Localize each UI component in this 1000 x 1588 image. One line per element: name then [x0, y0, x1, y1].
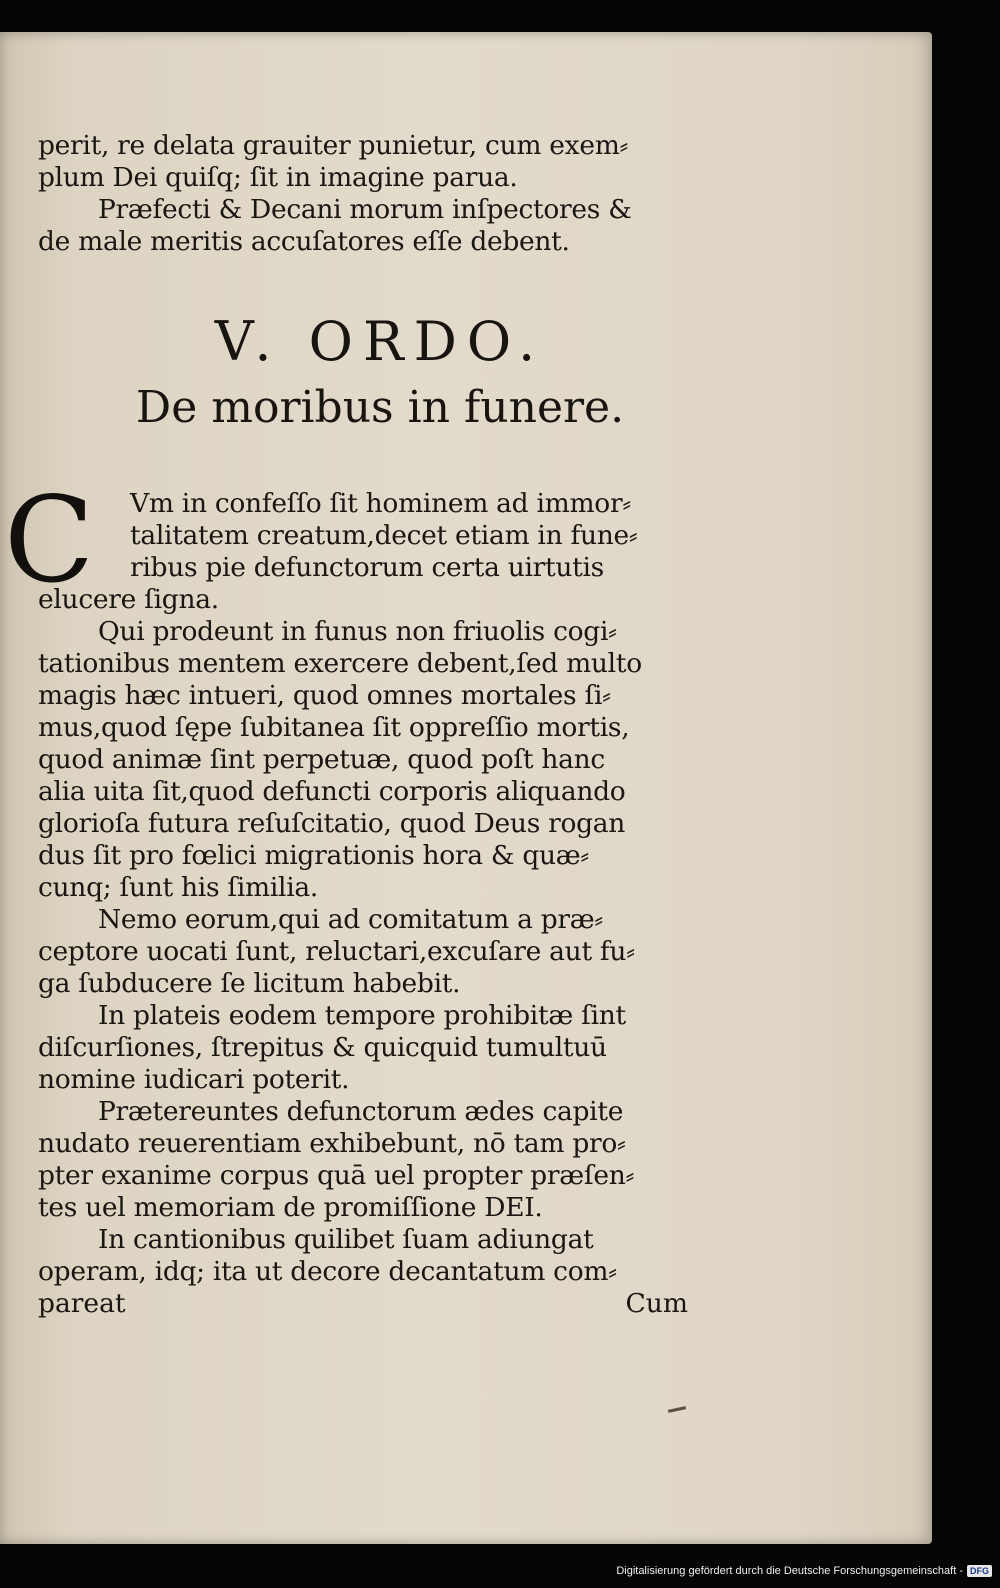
text-line: diſcurſiones, ſtrepitus & quicquid tumultuū [38, 1032, 607, 1063]
text-line: In cantionibus quilibet ſuam adiungat [98, 1224, 594, 1255]
section-subtitle: De moribus in funere. [135, 382, 625, 433]
text-line: quod animæ ſint perpetuæ, quod poſt hanc [38, 744, 605, 775]
text-line: tes uel memoriam de promiſſione DEI. [38, 1192, 543, 1223]
text-line: Præfecti & Decani morum inſpectores & [98, 194, 632, 225]
text-line: mus,quod ſępe ſubitanea ſit oppreſſio mortis, [38, 712, 630, 743]
last-line-row [38, 1288, 688, 1320]
text-line: cunq; ſunt his ſimilia. [38, 872, 319, 903]
text-line: Vm in confeſſo ſit hominem ad immor⸗ [130, 488, 631, 519]
text-line: talitatem creatum,decet etiam in fune⸗ [130, 520, 638, 551]
digitization-footer [616, 1561, 992, 1581]
text-line: ga ſubducere ſe licitum habebit. [38, 968, 461, 999]
text-line: ribus pie defunctorum certa uirtutis [130, 552, 604, 583]
dfg-logo-icon: DFG [967, 1565, 992, 1577]
text-line: elucere ſigna. [38, 584, 219, 615]
text-line: glorioſa futura reſuſcitatio, quod Deus rogan [38, 808, 626, 839]
text-line: de male meritis accuſatores eſſe debent. [38, 226, 570, 257]
drop-capital: C [4, 471, 95, 609]
text-line: magis hæc intueri, quod omnes mortales ſi⸗ [38, 680, 611, 711]
catchword: Cum [625, 1288, 688, 1319]
text-line: tationibus mentem exercere debent,ſed multo [38, 648, 642, 679]
last-word: pareat [38, 1288, 126, 1319]
text-line: perit, re delata grauiter punietur, cum exem⸗ [38, 130, 629, 161]
text-line: operam, idq; ita ut decore decantatum com⸗ [38, 1256, 617, 1287]
text-line: Prætereuntes defunctorum ædes capite [98, 1096, 624, 1127]
text-line: Nemo eorum,qui ad comitatum a præ⸗ [98, 904, 603, 935]
text-line: alia uita ſit,quod defuncti corporis aliquando [38, 776, 626, 807]
footer-credit: Digitalisierung gefördert durch die Deutsche Forschungsgemeinschaft - [616, 1565, 963, 1577]
section-title: V. ORDO. [214, 310, 546, 373]
text-line: plum Dei quiſq; ſit in imagine parua. [38, 162, 518, 193]
text-line: ceptore uocati ſunt, reluctari,excuſare aut fu⸗ [38, 936, 635, 967]
text-line: In plateis eodem tempore prohibitæ ſint [98, 1000, 626, 1031]
text-line: nudato reuerentiam exhibebunt, nō tam pro⸗ [38, 1128, 626, 1159]
text-line: dus ſit pro fœlici migrationis hora & quæ⸗ [38, 840, 589, 871]
text-line: Qui prodeunt in funus non friuolis cogi⸗ [98, 616, 617, 647]
text-line: nomine iudicari poterit. [38, 1064, 350, 1095]
intro-text [38, 130, 688, 258]
body-text [38, 488, 688, 1320]
text-line: pter exanime corpus quā uel propter præſen⸗ [38, 1160, 635, 1191]
